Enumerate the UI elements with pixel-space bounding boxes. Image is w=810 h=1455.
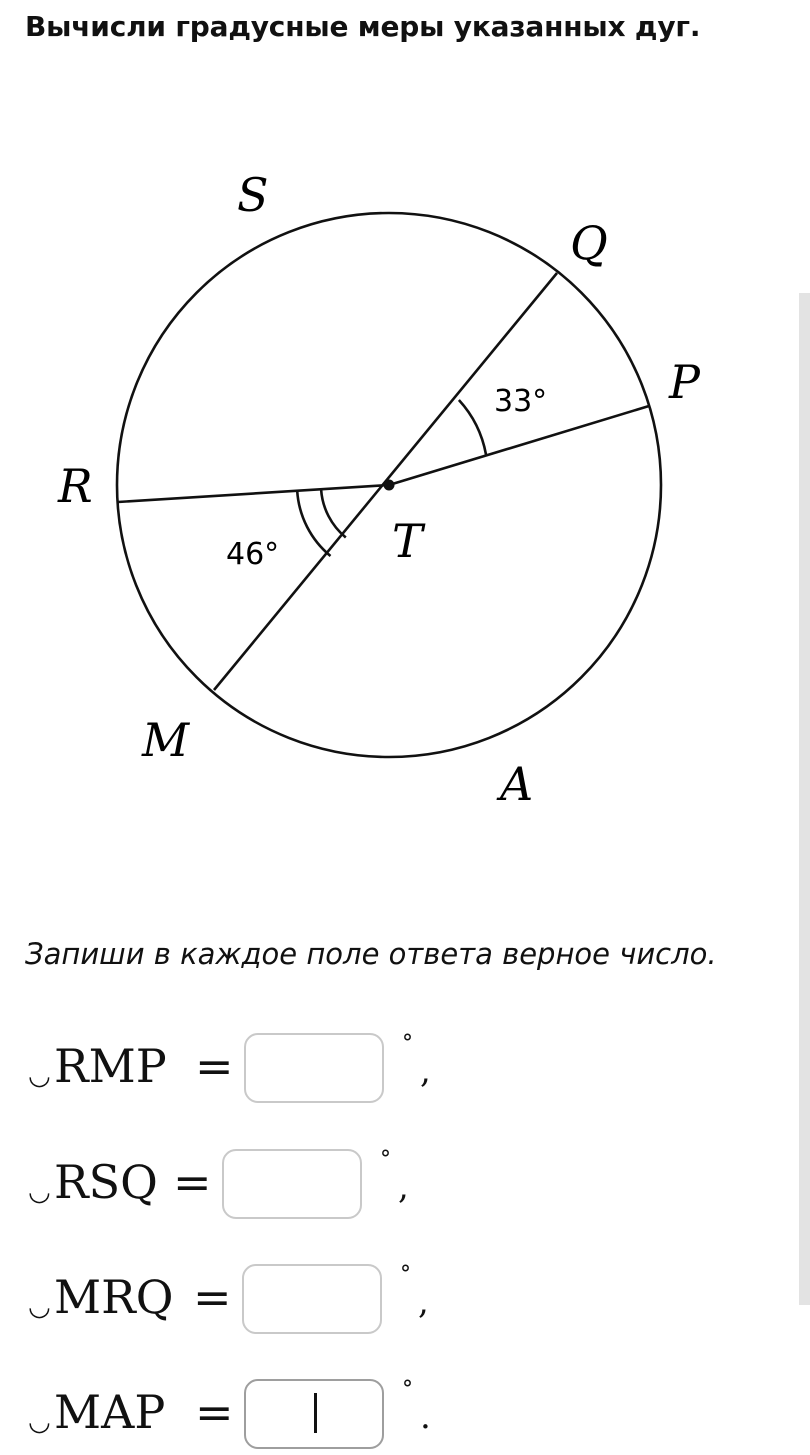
segment-t-r (118, 485, 389, 502)
equals-sign: = (193, 1270, 232, 1324)
angle-arc-46-inner (321, 489, 346, 537)
scrollbar[interactable] (799, 293, 810, 1305)
angle-label-33: 33° (494, 384, 548, 419)
arc-label-rsq: RSQ (54, 1155, 158, 1209)
text-cursor (314, 1393, 317, 1433)
degree-sign: ° (402, 1377, 413, 1402)
answer-input-rsq[interactable] (222, 1149, 362, 1219)
answer-row-rsq (28, 1149, 428, 1221)
arc-symbol: ◡ (28, 1292, 51, 1322)
arc-symbol: ◡ (28, 1407, 51, 1437)
answer-row-mrq (28, 1264, 448, 1336)
answer-row-map (28, 1379, 448, 1451)
equals-sign: = (195, 1039, 234, 1093)
comma: , (420, 1051, 431, 1091)
arc-label-mrq: MRQ (54, 1270, 174, 1324)
angle-arc-33 (459, 400, 486, 455)
task-title: Вычисли градусные меры указанных дуг. (25, 10, 701, 43)
angle-arc-46-outer (297, 491, 330, 556)
comma: , (398, 1167, 409, 1207)
point-label-s: S (237, 168, 269, 222)
comma: , (418, 1282, 429, 1322)
instruction-text: Запиши в каждое поле ответа верное число. (25, 937, 717, 971)
arc-symbol: ◡ (28, 1177, 51, 1207)
center-point-t (384, 480, 395, 491)
point-label-m: M (142, 713, 190, 767)
point-label-a: A (500, 757, 534, 811)
answer-input-rmp[interactable] (244, 1033, 384, 1103)
point-label-r: R (58, 459, 93, 513)
equals-sign: = (195, 1385, 234, 1439)
point-label-p: P (669, 355, 700, 409)
degree-sign: ° (380, 1147, 391, 1172)
point-label-q: Q (570, 216, 608, 270)
period: . (420, 1397, 431, 1437)
answer-input-mrq[interactable] (242, 1264, 382, 1334)
degree-sign: ° (402, 1031, 413, 1056)
arc-label-map: MAP (54, 1385, 166, 1439)
angle-label-46: 46° (226, 537, 280, 572)
answer-row-rmp (28, 1033, 448, 1105)
degree-sign: ° (400, 1262, 411, 1287)
equals-sign: = (173, 1155, 212, 1209)
arc-symbol: ◡ (28, 1061, 51, 1091)
arc-label-rmp: RMP (54, 1039, 167, 1093)
point-label-t: T (392, 514, 423, 568)
